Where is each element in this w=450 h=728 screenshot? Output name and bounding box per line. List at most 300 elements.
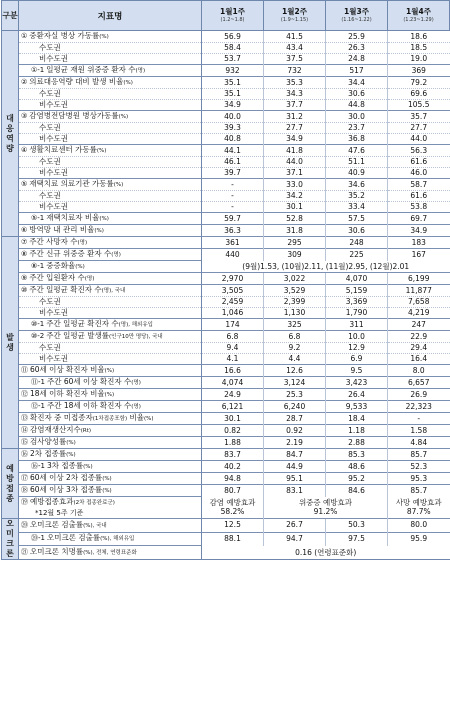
item-number: ㉑ <box>21 548 28 557</box>
indicator-text: 비수도권 <box>39 100 68 109</box>
value-cell: 84.6 <box>326 485 388 497</box>
value-cell: 3,423 <box>326 377 388 389</box>
indicator-text: 60세 이상 확진자 비율 <box>30 365 105 374</box>
value-cell: 44.1 <box>202 145 264 157</box>
value-cell: 1,130 <box>264 308 326 319</box>
indicator-label <box>19 377 202 389</box>
value-cell: 361 <box>202 237 264 249</box>
value-cell: 27.7 <box>264 123 326 134</box>
value-cell: 26.4 <box>326 389 388 401</box>
indicator-unit: (명) <box>131 404 141 410</box>
value-cell: 6,240 <box>264 401 326 413</box>
value-cell: 34.9 <box>264 134 326 145</box>
value-cell: 7,658 <box>388 297 450 308</box>
value-cell: 369 <box>388 65 450 77</box>
value-cell: 44.9 <box>264 461 326 473</box>
indicator-label <box>19 485 202 497</box>
indicator-label <box>19 273 202 285</box>
indicator-unit: (%), 전체, 연령표준화 <box>83 550 137 557</box>
merged-value-cell: 0.16 (연령표준화) <box>202 546 450 560</box>
value-cell: 85.7 <box>388 485 450 497</box>
indicator-label <box>19 261 202 273</box>
item-number: ⑳-1 <box>31 534 45 543</box>
indicator-unit: (%) <box>94 228 104 234</box>
value-cell: 39.7 <box>202 168 264 179</box>
indicator-unit: (Rt) <box>80 428 91 434</box>
value-cell: 36.8 <box>326 134 388 145</box>
value-cell: 44.0 <box>388 134 450 145</box>
table-row <box>2 319 450 331</box>
value-cell: 295 <box>264 237 326 249</box>
value-cell: 18.5 <box>388 43 450 54</box>
indicator-name-header: 지표명 <box>19 1 202 31</box>
value-cell: 30.1 <box>264 202 326 213</box>
table-row <box>2 237 450 249</box>
indicator-text: 비수도권 <box>39 168 68 177</box>
item-number: ⑲ <box>21 498 28 506</box>
indicator-unit: (%), 해외유입 <box>100 536 135 543</box>
indicator-unit: (1차접종포함) <box>92 416 128 422</box>
value-cell: 325 <box>264 319 326 331</box>
value-cell: 19.0 <box>388 54 450 65</box>
table-row <box>2 54 450 65</box>
value-cell: 34.9 <box>388 225 450 237</box>
table-row <box>2 413 450 425</box>
value-cell: 24.8 <box>326 54 388 65</box>
indicator-text: 검사양성률 <box>30 437 67 446</box>
value-cell: 95.2 <box>326 473 388 485</box>
indicator-label <box>19 145 202 157</box>
value-cell: 61.6 <box>388 157 450 168</box>
item-number: ⑯ <box>21 450 28 458</box>
indicator-text: 일평균 재원 위중증 환자 수 <box>46 65 136 74</box>
value-cell: 34.6 <box>326 179 388 191</box>
indicator-unit: (%) <box>104 368 115 374</box>
indicator-unit: (%) <box>102 476 112 482</box>
item-number: ⑮ <box>21 438 28 446</box>
table-row <box>2 308 450 319</box>
value-cell: 35.2 <box>326 191 388 202</box>
value-cell: 22.9 <box>388 331 450 343</box>
value-cell: 3,505 <box>202 285 264 297</box>
indicator-text: 중증화율 <box>46 261 76 270</box>
value-cell: 248 <box>326 237 388 249</box>
table-row <box>2 202 450 213</box>
indicator-label <box>19 365 202 377</box>
value-cell: - <box>202 191 264 202</box>
value-cell: 44.0 <box>264 157 326 168</box>
value-cell: 33.4 <box>326 202 388 213</box>
table-row <box>2 89 450 100</box>
indicator-text: 확진자 중 미접종자 <box>30 413 93 422</box>
table-row <box>2 461 450 473</box>
indicator-text: 60세 이상 2차 접종률 <box>30 473 103 482</box>
effect-label: 감염 예방효과 <box>209 498 256 508</box>
value-cell: 83.7 <box>202 449 264 461</box>
indicator-text: 2차 접종률 <box>30 449 67 458</box>
indicator-label <box>19 65 202 77</box>
indicator-label <box>19 31 202 43</box>
indicator-label <box>19 179 202 191</box>
value-cell: 16.6 <box>202 365 264 377</box>
value-cell: 50.3 <box>326 519 388 533</box>
value-cell: 6,121 <box>202 401 264 413</box>
indicator-text: 재택치료자 비율 <box>46 213 100 222</box>
indicator-text: 비율 <box>129 413 144 422</box>
indicator-label <box>19 202 202 213</box>
indicator-unit: (명), 국내 <box>101 288 126 294</box>
value-cell: 9.2 <box>264 343 326 354</box>
value-cell: 39.3 <box>202 123 264 134</box>
value-cell: 1,046 <box>202 308 264 319</box>
indicator-label <box>19 461 202 473</box>
indicator-label <box>19 285 202 297</box>
indicator-label <box>19 401 202 413</box>
value-cell: 28.7 <box>264 413 326 425</box>
value-cell: 6,657 <box>388 377 450 389</box>
indicator-text: 주간 일평균 확진자 수 <box>46 319 119 328</box>
effect-value: 91.2% <box>313 507 338 517</box>
value-cell: 11,877 <box>388 285 450 297</box>
value-cell: 30.6 <box>326 89 388 100</box>
value-cell: 6.8 <box>264 331 326 343</box>
table-row <box>2 134 450 145</box>
indicator-unit: (%) <box>143 416 154 422</box>
indicator-label <box>19 157 202 168</box>
value-cell: 183 <box>388 237 450 249</box>
table-row <box>2 519 450 533</box>
value-cell: 30.0 <box>326 111 388 123</box>
week-header: 1월2주 (1.9~1.15) <box>264 1 326 31</box>
indicator-label <box>19 111 202 123</box>
value-cell: 12.5 <box>202 519 264 533</box>
table-row <box>2 168 450 179</box>
indicator-unit: (%) <box>104 392 115 398</box>
item-number: ⑩ <box>21 286 28 294</box>
item-number: ③ <box>21 112 28 120</box>
indicator-label <box>19 449 202 461</box>
item-number: ⑩-2 <box>31 332 45 340</box>
item-number: ⑧ <box>21 250 28 258</box>
item-number: ⑯-1 <box>31 462 45 470</box>
value-cell: 94.7 <box>264 532 326 546</box>
value-cell: 6.9 <box>326 354 388 365</box>
value-cell: 37.7 <box>264 100 326 111</box>
value-cell: 309 <box>264 249 326 261</box>
indicator-label <box>19 308 202 319</box>
vaccine-effect-cell <box>264 497 388 519</box>
indicator-text: 주간 일평균 발생률 <box>46 331 109 340</box>
value-cell: 9.4 <box>202 343 264 354</box>
value-cell: 40.8 <box>202 134 264 145</box>
indicator-label <box>19 213 202 225</box>
value-cell: 26.7 <box>264 519 326 533</box>
indicator-text: 주간 사망자 수 <box>29 237 78 246</box>
indicator-text: 주간 신규 위중증 환자 수 <box>29 249 112 258</box>
value-cell: 25.9 <box>326 31 388 43</box>
value-cell: 30.6 <box>326 225 388 237</box>
value-cell: 2,459 <box>202 297 264 308</box>
value-cell: 80.7 <box>202 485 264 497</box>
item-number: ⑪ <box>21 366 28 374</box>
item-number: ⑧-1 <box>31 262 45 270</box>
indicator-text: 3차 접종률 <box>46 461 84 470</box>
indicator-label <box>19 343 202 354</box>
value-cell: 12.9 <box>326 343 388 354</box>
table-row <box>2 497 450 519</box>
value-cell: 40.9 <box>326 168 388 179</box>
value-cell: 311 <box>326 319 388 331</box>
value-cell: 83.1 <box>264 485 326 497</box>
value-cell: 9.5 <box>326 365 388 377</box>
item-number: ② <box>21 78 28 86</box>
table-row <box>2 249 450 261</box>
value-cell: 225 <box>326 249 388 261</box>
value-cell: 10.0 <box>326 331 388 343</box>
indicator-label <box>19 123 202 134</box>
value-cell: 53.7 <box>202 54 264 65</box>
value-cell: 8.0 <box>388 365 450 377</box>
indicator-text: 수도권 <box>39 343 61 352</box>
value-cell: 4,219 <box>388 308 450 319</box>
value-cell: 932 <box>202 65 264 77</box>
value-cell: 40.0 <box>202 111 264 123</box>
value-cell: 1.88 <box>202 437 264 449</box>
value-cell: 56.9 <box>202 31 264 43</box>
table-row <box>2 401 450 413</box>
value-cell: 57.5 <box>326 213 388 225</box>
value-cell: 47.6 <box>326 145 388 157</box>
indicator-unit: (%) <box>123 80 133 86</box>
indicator-label <box>19 413 202 425</box>
value-cell: 59.7 <box>202 213 264 225</box>
indicator-text: 비수도권 <box>39 354 68 363</box>
indicator-label <box>19 89 202 100</box>
item-number: ④ <box>21 146 28 154</box>
value-cell: - <box>388 413 450 425</box>
indicator-text: 주간 입원환자 수 <box>29 273 85 282</box>
value-cell: 43.4 <box>264 43 326 54</box>
item-number: ⑤ <box>21 180 28 188</box>
value-cell: 174 <box>202 319 264 331</box>
indicator-text: 주간 18세 이하 확진자 수 <box>46 401 132 410</box>
indicator-text: 감염병전담병원 병상가동률 <box>29 111 119 120</box>
indicator-label <box>19 43 202 54</box>
indicator-label <box>19 354 202 365</box>
week-header: 1월1주 (1.2~1.8) <box>202 1 264 31</box>
indicator-text: 감염재생산지수 <box>30 425 81 434</box>
value-cell: 37.5 <box>264 54 326 65</box>
indicator-text: 오미크론 검출률 <box>46 533 101 543</box>
table-row <box>2 179 450 191</box>
category-label: 오 미 크 론 <box>2 519 19 560</box>
value-cell: 9,533 <box>326 401 388 413</box>
value-cell: 4,070 <box>326 273 388 285</box>
value-cell: 0.82 <box>202 425 264 437</box>
value-cell: 6.8 <box>202 331 264 343</box>
indicator-label <box>19 425 202 437</box>
table-row <box>2 157 450 168</box>
value-cell: 37.1 <box>264 168 326 179</box>
value-cell: 85.7 <box>388 449 450 461</box>
table-row <box>2 343 450 354</box>
value-cell: 24.9 <box>202 389 264 401</box>
value-cell: 48.6 <box>326 461 388 473</box>
effect-value: 58.2% <box>220 507 245 517</box>
item-number: ⑫ <box>21 390 28 398</box>
table-row <box>2 285 450 297</box>
value-cell: 52.3 <box>388 461 450 473</box>
value-cell: 41.5 <box>264 31 326 43</box>
item-number: ⑦ <box>21 238 28 246</box>
indicator-text: 비수도권 <box>39 134 68 143</box>
indicator-unit: (%) <box>99 216 109 222</box>
indicator-label <box>19 473 202 485</box>
indicator-unit: (%) <box>102 488 112 494</box>
value-cell: - <box>202 202 264 213</box>
indicator-text: 생활치료센터 가동률 <box>29 145 97 154</box>
value-cell: 18.4 <box>326 413 388 425</box>
indicator-text: 오미크론 검출률 <box>30 519 84 529</box>
value-cell: 36.3 <box>202 225 264 237</box>
indicator-text: 예방접종효과 <box>30 497 74 506</box>
table-row <box>2 65 450 77</box>
value-cell: 6,199 <box>388 273 450 285</box>
indicator-text: 수도권 <box>39 191 61 200</box>
table-row <box>2 389 450 401</box>
indicator-label <box>19 77 202 89</box>
value-cell: - <box>202 179 264 191</box>
indicator-label <box>19 389 202 401</box>
value-cell: 69.7 <box>388 213 450 225</box>
value-cell: 34.2 <box>264 191 326 202</box>
value-cell: 79.2 <box>388 77 450 89</box>
indicator-text: 수도권 <box>39 123 61 132</box>
category-label: 대 응 역 량 <box>2 31 19 237</box>
table-row <box>2 473 450 485</box>
indicator-unit: (%) <box>118 114 129 120</box>
item-number: ⑩-1 <box>31 320 45 328</box>
table-row <box>2 225 450 237</box>
table-row <box>2 123 450 134</box>
indicator-label <box>19 54 202 65</box>
indicator-label <box>19 237 202 249</box>
table-row <box>2 437 450 449</box>
value-cell: 35.7 <box>388 111 450 123</box>
item-number: ⑨ <box>21 274 28 282</box>
indicator-label <box>19 225 202 237</box>
indicator-text: 수도권 <box>39 89 61 98</box>
indicator-unit: (2차 접종완료군) <box>73 500 115 506</box>
value-cell: 2.88 <box>326 437 388 449</box>
indicator-text: 수도권 <box>39 43 61 52</box>
value-cell: 41.8 <box>264 145 326 157</box>
indicator-note: *12월 5주 기준 <box>35 509 84 517</box>
value-cell: 53.8 <box>388 202 450 213</box>
indicator-text: 방역망 내 관리 비율 <box>29 225 95 234</box>
value-cell: 3,022 <box>264 273 326 285</box>
indicator-label <box>19 191 202 202</box>
value-cell: 34.3 <box>264 89 326 100</box>
item-number: ⑭ <box>21 426 28 434</box>
value-cell: 16.4 <box>388 354 450 365</box>
value-cell: 18.6 <box>388 31 450 43</box>
value-cell: 85.3 <box>326 449 388 461</box>
value-cell: 2,399 <box>264 297 326 308</box>
item-number: ⑬ <box>21 414 28 422</box>
indicator-label <box>19 497 202 519</box>
value-cell: 4.4 <box>264 354 326 365</box>
table-row <box>2 425 450 437</box>
table-row <box>2 485 450 497</box>
value-cell: 247 <box>388 319 450 331</box>
category-label: 발 생 <box>2 237 19 449</box>
value-cell: 33.0 <box>264 179 326 191</box>
value-cell: 4.84 <box>388 437 450 449</box>
value-cell: 46.1 <box>202 157 264 168</box>
item-number: ⑫-1 <box>31 402 45 410</box>
value-cell: 46.0 <box>388 168 450 179</box>
vaccine-effect-cell <box>388 497 450 519</box>
value-cell: 27.7 <box>388 123 450 134</box>
indicator-text: 비수도권 <box>39 202 68 211</box>
value-cell: 105.5 <box>388 100 450 111</box>
value-cell: 40.2 <box>202 461 264 473</box>
value-cell: 31.8 <box>264 225 326 237</box>
table-row <box>2 354 450 365</box>
indicator-unit: (%) <box>96 148 107 154</box>
indicator-label <box>19 100 202 111</box>
indicator-unit: (%) <box>99 34 109 40</box>
week-header: 1월3주 (1.16~1.22) <box>326 1 388 31</box>
table-row <box>2 31 450 43</box>
value-cell: 3,124 <box>264 377 326 389</box>
category-label: 예 방 접 종 <box>2 449 19 519</box>
value-cell: 95.3 <box>388 473 450 485</box>
value-cell: 26.9 <box>388 389 450 401</box>
value-cell: 34.4 <box>326 77 388 89</box>
week-header: 1월4주 (1.23~1.29) <box>388 1 450 31</box>
value-cell: 29.4 <box>388 343 450 354</box>
table-row <box>2 532 450 546</box>
indicator-label <box>19 319 202 331</box>
table-row <box>2 331 450 343</box>
indicator-unit: (%), 국내 <box>83 522 107 529</box>
indicator-label <box>19 134 202 145</box>
table-row <box>2 77 450 89</box>
value-cell: 4,074 <box>202 377 264 389</box>
item-number: ⑱ <box>21 486 28 494</box>
indicator-label <box>19 532 202 546</box>
merged-value-cell: (9월)1.53, (10월)2.11, (11월)2.95, (12월)2.01 <box>202 261 450 273</box>
value-cell: 52.8 <box>264 213 326 225</box>
indicator-unit: (%) <box>75 264 85 270</box>
table-row <box>2 191 450 202</box>
value-cell: 35.1 <box>202 77 264 89</box>
vaccine-effect-cell <box>202 497 264 519</box>
value-cell: 95.9 <box>388 532 450 546</box>
indicator-text: 수도권 <box>39 157 61 166</box>
value-cell: 61.6 <box>388 191 450 202</box>
indicator-text: 의료대응역량 대비 발생 비율 <box>29 77 124 86</box>
indicator-unit: (%) <box>66 452 76 458</box>
indicator-unit: (명) <box>111 252 121 258</box>
value-cell: 44.8 <box>326 100 388 111</box>
indicator-text: 오미크론 치명률 <box>30 547 84 557</box>
table-row <box>2 273 450 285</box>
value-cell: 3,369 <box>326 297 388 308</box>
item-number: ① <box>21 32 28 40</box>
